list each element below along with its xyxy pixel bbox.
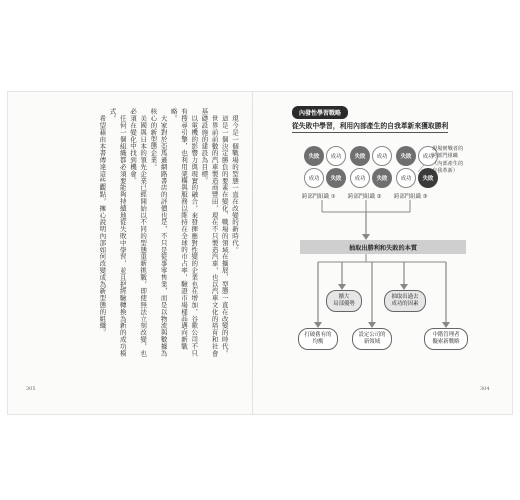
pill-line: 設定公司的 xyxy=(358,332,386,338)
left-page-number: 305 xyxy=(26,386,36,392)
pill-line: 打破舊有的 xyxy=(304,332,332,338)
left-paragraph: 這是一個決定勝負的要素在變化、戰場的領域在擴展、型態一直在改變的時代。 xyxy=(220,114,229,356)
unit-label: 跨部門組織 ③ xyxy=(394,194,428,200)
left-paragraph: 美國與日本的領先企業已經開始以不同的型態重新挑戰，即使無法立刻改變，也必須在變化中找到機會。 xyxy=(128,108,148,356)
new-domain-pill xyxy=(352,328,392,350)
strategy-tag: 內發性學習戰略 xyxy=(292,106,348,119)
pill-line: 擬索新戰略 xyxy=(432,339,460,345)
left-paragraph: 以電機的影響力與現實的融合，來發揮應對性變的企業也在增加，谷歌公司不只有搜尋引擎，也利用架構與服務以維持在全球的市占率，驗證市場樣品邁向新戰略。 xyxy=(169,108,199,356)
left-paragraph: 希望藉由本書傳達這些觀點，擁心說明內部如何改變成為新型態的組織。 xyxy=(98,114,107,336)
left-paragraph: 任何一個組織都必須要能夠持續地從失敗中學習，並且把經驗轉換為新的成功模式。 xyxy=(108,108,127,356)
note-line: 自我革新） xyxy=(432,168,458,175)
fail-circle: 失敗 xyxy=(326,168,346,188)
extract-essence-box: 抽取出勝利和失敗的本質 xyxy=(300,240,466,254)
left-paragraph: 大家對於亞馬遜網路書店的評價也是，不只是從事零售業，而是以物流與數據為核心的新型態企業。 xyxy=(149,108,168,356)
fail-circle: 失敗 xyxy=(396,146,416,166)
pill-line: 新領域 xyxy=(363,339,381,345)
note-line: 跨部門組織 xyxy=(432,153,458,160)
success-circle: 成功 xyxy=(418,146,438,166)
fail-circle: 失敗 xyxy=(418,168,438,188)
note-line: （內部產生的 xyxy=(432,160,464,167)
pill-line: 局部優勢 xyxy=(333,301,355,307)
pill-line: 中階管理者 xyxy=(432,332,460,338)
fail-circle: 失敗 xyxy=(372,168,392,188)
diagram-subtitle: 從失敗中學習，利用內部產生的自我革新來獲取勝利 xyxy=(292,120,448,133)
pill-line: 成功的因素 xyxy=(391,301,419,307)
success-circle: 成功 xyxy=(372,146,392,166)
left-paragraph: 現今是一個戰場的型態一直在改變的新時代。 xyxy=(231,114,239,253)
past-success-factors-pill xyxy=(384,290,426,312)
pill-line: 擴大 xyxy=(338,294,350,300)
left-paragraph: 世界前前數的汽車製造商豐田，現在不只製造汽車，也以汽車文化的培育和社會基礎設施的建設為目標。 xyxy=(200,108,219,356)
pill-line: 抽取出過去 xyxy=(391,294,419,300)
fail-circle: 失敗 xyxy=(350,146,370,166)
manager-strategy-pill xyxy=(424,328,468,350)
break-equilibrium-pill xyxy=(298,328,338,350)
fail-circle: 失敗 xyxy=(304,146,324,166)
success-circle: 成功 xyxy=(350,168,370,188)
success-circle: 成功 xyxy=(326,146,346,166)
note-line: 現場實戰者的 xyxy=(432,146,464,152)
unit-label: 跨部門組織 ① xyxy=(302,194,336,200)
unit-label: 跨部門組織 ② xyxy=(348,194,382,200)
pill-line: 均衡 xyxy=(312,339,324,345)
success-circle: 成功 xyxy=(396,168,416,188)
expand-advantage-pill xyxy=(326,290,362,312)
success-circle: 成功 xyxy=(304,168,324,188)
cross-team-note xyxy=(432,146,463,176)
right-page-number: 304 xyxy=(480,386,490,392)
